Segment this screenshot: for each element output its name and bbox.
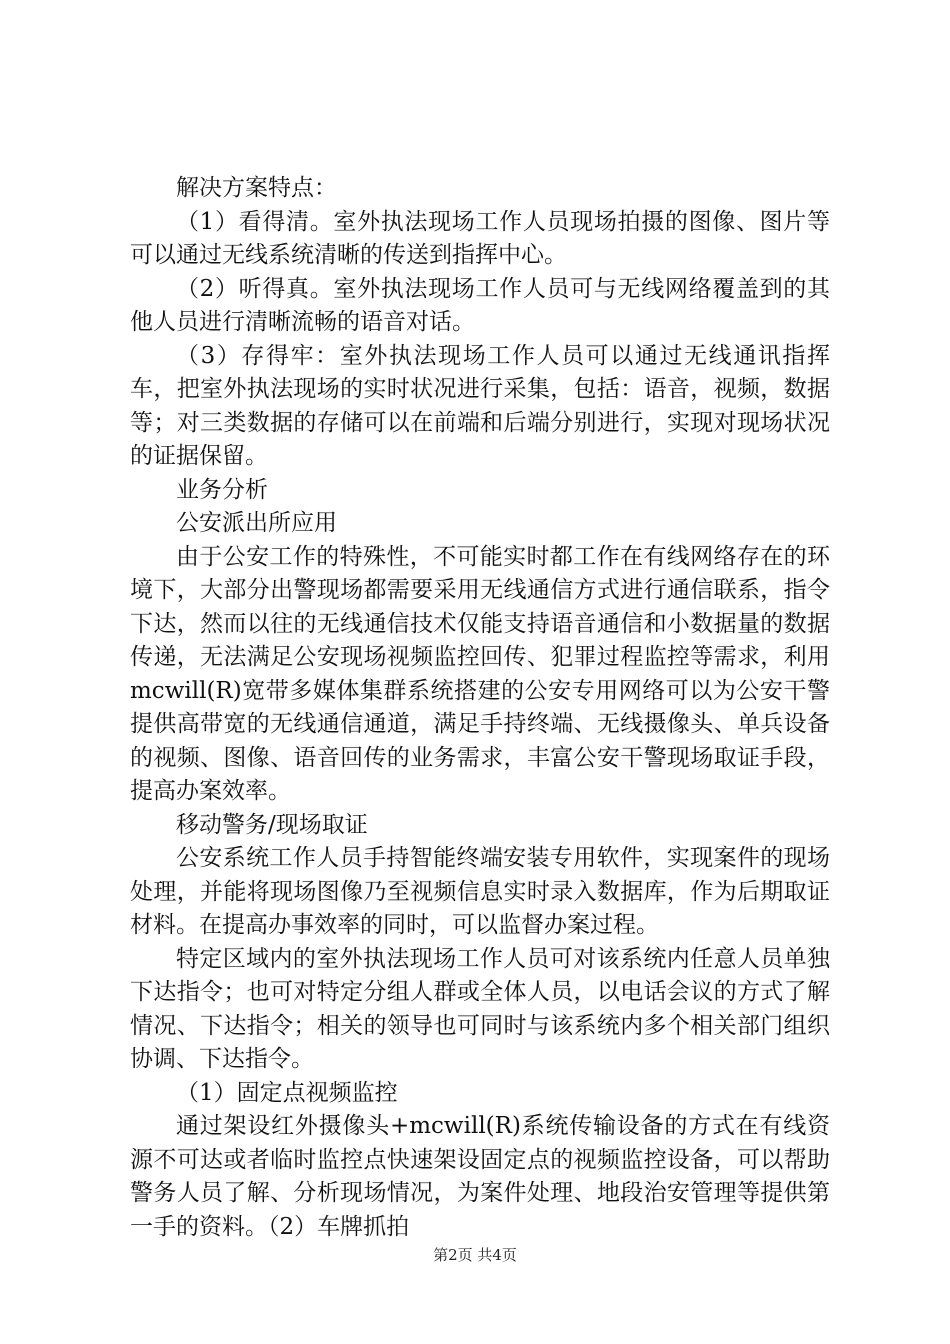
heading-mobile-policing: 移动警务/现场取证 xyxy=(176,811,368,838)
heading-police-station-application: 公安派出所应用 xyxy=(176,510,337,536)
paragraph-infrared-camera: 通过架设红外摄像头+mcwill(R)系统传输设备的方式在有线资源不可达或者临时监控点快速架设固定点的视频监控设备，可以帮助警务人员了解、分析现场情况，为案件处理、地段治安管理等提供第一手的资料。（2）车牌抓拍 xyxy=(130,1113,830,1240)
heading-fixed-video-monitoring: （1）固定点视频监控 xyxy=(176,1079,398,1106)
paragraph-police-wireless: 由于公安工作的特殊性，不可能实时都工作在有线网络存在的环境下，大部分出警现场都需要采用无线通信方式进行通信联系，指令下达，然而以往的无线通信技术仅能支持语音通信和小数据量的数据传递，无法满足公安现场视频监控回传、犯罪过程监控等需求，利用mcwill(R)宽带多媒体集群系统搭建的公安专用网络可以为公安干警提供高带宽的无线通信通道，满足手持终端、无线摄像头、单兵设备的视频、图像、语音回传的业务需求，丰富公安干警现场取证手段，提高办案效率。 xyxy=(130,543,830,804)
paragraph-see-clearly: （1）看得清。室外执法现场工作人员现场拍摄的图像、图片等可以通过无线系统清晰的传送到指挥中心。 xyxy=(130,208,830,268)
paragraph-store-securely: （3）存得牢：室外执法现场工作人员可以通过无线通讯指挥车，把室外执法现场的实时状况进行采集，包括：语音，视频，数据等；对三类数据的存储可以在前端和后端分别进行，实现对现场状况的证据保留。 xyxy=(130,342,830,469)
document-body xyxy=(130,172,830,1244)
paragraph-hear-clearly: （2）听得真。室外执法现场工作人员可与无线网络覆盖到的其他人员进行清晰流畅的语音对话。 xyxy=(130,275,830,335)
paragraph-smart-terminal: 公安系统工作人员手持智能终端安装专用软件，实现案件的现场处理，并能将现场图像乃至视频信息实时录入数据库，作为后期取证材料。在提高办事效率的同时，可以监督办案过程。 xyxy=(130,845,830,938)
paragraph-commands: 特定区域内的室外执法现场工作人员可对该系统内任意人员单独下达指令；也可对特定分组人群或全体人员，以电话会议的方式了解情况、下达指令；相关的领导也可同时与该系统内多个相关部门组织协调、下达指令。 xyxy=(130,945,830,1072)
heading-business-analysis: 业务分析 xyxy=(176,476,268,503)
heading-solution-features: 解决方案特点： xyxy=(176,175,337,201)
page-number-footer: 第2页 共4页 xyxy=(433,1246,517,1264)
